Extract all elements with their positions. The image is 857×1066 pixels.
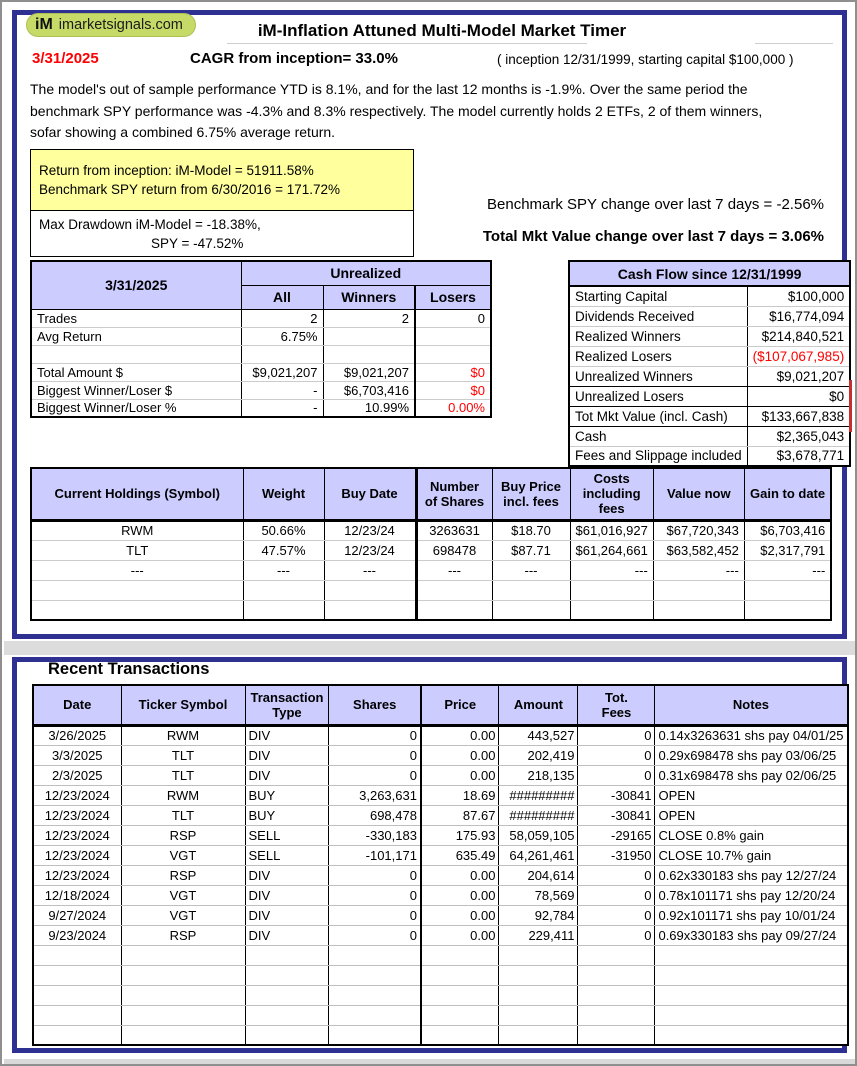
transaction-fees: 0 bbox=[578, 725, 655, 745]
transaction-price: 635.49 bbox=[421, 845, 499, 865]
transaction-type: DIV bbox=[245, 765, 329, 785]
unrealized-row bbox=[31, 309, 491, 327]
red-scroll-marker bbox=[849, 380, 852, 432]
holding-costs: --- bbox=[570, 560, 653, 580]
holding-value-now bbox=[653, 600, 744, 620]
transaction-row bbox=[33, 765, 848, 785]
page-title: iM-Inflation Attuned Multi-Model Market Timer bbox=[257, 21, 627, 40]
transaction-notes: 0.29x698478 shs pay 03/06/25 bbox=[655, 745, 848, 765]
col-header-price: Price bbox=[421, 685, 499, 725]
holding-value-now: $67,720,343 bbox=[653, 520, 744, 540]
transaction-date: 12/23/2024 bbox=[33, 825, 121, 845]
header-rule-right bbox=[755, 43, 833, 44]
transaction-type bbox=[245, 965, 329, 985]
transaction-amount: 202,419 bbox=[499, 745, 578, 765]
transaction-ticker: TLT bbox=[121, 805, 245, 825]
transaction-fees bbox=[578, 965, 655, 985]
cashflow-row bbox=[569, 326, 850, 346]
holding-gain: $6,703,416 bbox=[744, 520, 831, 540]
unrealized-group-header: Unrealized bbox=[241, 261, 491, 285]
unrealized-label: Biggest Winner/Loser % bbox=[31, 399, 241, 417]
transaction-amount: 64,261,461 bbox=[499, 845, 578, 865]
unrealized-losers bbox=[415, 345, 491, 363]
transaction-row bbox=[33, 865, 848, 885]
transaction-amount bbox=[499, 965, 578, 985]
holding-row bbox=[31, 600, 831, 620]
transaction-fees bbox=[578, 1025, 655, 1045]
unrealized-date-header: 3/31/2025 bbox=[31, 261, 241, 309]
unrealized-row bbox=[31, 381, 491, 399]
transaction-price: 87.67 bbox=[421, 805, 499, 825]
col-header-ticker: Ticker Symbol bbox=[121, 685, 245, 725]
transaction-fees bbox=[578, 985, 655, 1005]
holding-gain bbox=[744, 600, 831, 620]
report-date: 3/31/2025 bbox=[32, 50, 99, 67]
transaction-row bbox=[33, 785, 848, 805]
transaction-fees: 0 bbox=[578, 885, 655, 905]
transaction-ticker bbox=[121, 1025, 245, 1045]
holding-buy-price bbox=[492, 600, 570, 620]
cashflow-label: Fees and Slippage included bbox=[569, 446, 747, 466]
transaction-type: DIV bbox=[245, 865, 329, 885]
transaction-date: 3/3/2025 bbox=[33, 745, 121, 765]
col-header-fees-line1: Tot. bbox=[605, 689, 628, 705]
holding-buy-date: 12/23/24 bbox=[324, 540, 416, 560]
transaction-fees: -30841 bbox=[578, 785, 655, 805]
logo-im-mark: iM bbox=[35, 16, 53, 33]
cashflow-row bbox=[569, 306, 850, 326]
transaction-shares bbox=[329, 1005, 421, 1025]
transaction-notes: 0.62x330183 shs pay 12/27/24 bbox=[655, 865, 848, 885]
transaction-shares: -101,171 bbox=[329, 845, 421, 865]
cashflow-table bbox=[568, 260, 851, 467]
unrealized-winners: $9,021,207 bbox=[323, 363, 415, 381]
holding-row bbox=[31, 520, 831, 540]
transaction-type bbox=[245, 985, 329, 1005]
transaction-date bbox=[33, 965, 121, 985]
unrealized-winners: 10.99% bbox=[323, 399, 415, 417]
transaction-type: DIV bbox=[245, 745, 329, 765]
transaction-shares: 0 bbox=[329, 765, 421, 785]
cashflow-value: $0 bbox=[747, 386, 850, 406]
transaction-ticker: RSP bbox=[121, 825, 245, 845]
transaction-row bbox=[33, 845, 848, 865]
transaction-shares: 0 bbox=[329, 865, 421, 885]
drawdown-line1: Max Drawdown iM-Model = -18.38%, bbox=[39, 217, 261, 232]
transaction-amount: 58,059,105 bbox=[499, 825, 578, 845]
transaction-row bbox=[33, 965, 848, 985]
transaction-fees: -30841 bbox=[578, 805, 655, 825]
holding-row bbox=[31, 580, 831, 600]
transaction-shares bbox=[329, 985, 421, 1005]
col-header-value-now: Value now bbox=[653, 468, 744, 520]
transaction-amount: 78,569 bbox=[499, 885, 578, 905]
transaction-notes bbox=[655, 985, 848, 1005]
transaction-fees: 0 bbox=[578, 745, 655, 765]
holding-value-now: $63,582,452 bbox=[653, 540, 744, 560]
transaction-amount: 204,614 bbox=[499, 865, 578, 885]
col-header-all: All bbox=[241, 285, 323, 309]
transaction-notes: 0.92x101171 shs pay 10/01/24 bbox=[655, 905, 848, 925]
transaction-type: BUY bbox=[245, 785, 329, 805]
transaction-fees: 0 bbox=[578, 765, 655, 785]
holding-symbol bbox=[31, 580, 243, 600]
transaction-row bbox=[33, 945, 848, 965]
transaction-row bbox=[33, 825, 848, 845]
holding-gain bbox=[744, 580, 831, 600]
unrealized-all: 2 bbox=[241, 309, 323, 327]
transaction-notes: OPEN bbox=[655, 805, 848, 825]
holding-weight: 50.66% bbox=[243, 520, 324, 540]
holding-buy-price bbox=[492, 580, 570, 600]
cashflow-row bbox=[569, 426, 850, 446]
holding-shares: --- bbox=[416, 560, 492, 580]
transaction-fees: -29165 bbox=[578, 825, 655, 845]
panel-gap bbox=[4, 641, 857, 655]
transaction-date: 3/26/2025 bbox=[33, 725, 121, 745]
transaction-fees bbox=[578, 945, 655, 965]
unrealized-all: - bbox=[241, 399, 323, 417]
transaction-date bbox=[33, 985, 121, 1005]
transaction-price: 0.00 bbox=[421, 885, 499, 905]
returns-line2: Benchmark SPY return from 6/30/2016 = 171.72% bbox=[39, 182, 341, 197]
cashflow-label: Dividends Received bbox=[569, 306, 747, 326]
transactions-table bbox=[32, 684, 849, 1046]
transaction-notes: CLOSE 10.7% gain bbox=[655, 845, 848, 865]
cagr-line: CAGR from inception= 33.0% bbox=[190, 50, 398, 67]
transaction-row bbox=[33, 905, 848, 925]
transaction-ticker bbox=[121, 1005, 245, 1025]
spy-change-line: Benchmark SPY change over last 7 days = -2.56% bbox=[487, 196, 824, 213]
transaction-row bbox=[33, 925, 848, 945]
holding-shares: 698478 bbox=[416, 540, 492, 560]
transaction-ticker: TLT bbox=[121, 745, 245, 765]
transaction-ticker: VGT bbox=[121, 885, 245, 905]
transaction-row bbox=[33, 885, 848, 905]
transaction-price: 0.00 bbox=[421, 925, 499, 945]
col-header-amount: Amount bbox=[499, 685, 578, 725]
cashflow-label: Unrealized Winners bbox=[569, 366, 747, 386]
unrealized-label: Trades bbox=[31, 309, 241, 327]
unrealized-winners bbox=[323, 327, 415, 345]
unrealized-winners: 2 bbox=[323, 309, 415, 327]
transaction-row bbox=[33, 725, 848, 745]
transaction-fees: 0 bbox=[578, 925, 655, 945]
col-header-notes: Notes bbox=[655, 685, 848, 725]
holding-value-now bbox=[653, 580, 744, 600]
unrealized-all: $9,021,207 bbox=[241, 363, 323, 381]
transaction-shares: 0 bbox=[329, 925, 421, 945]
unrealized-row bbox=[31, 399, 491, 417]
transaction-row bbox=[33, 745, 848, 765]
transaction-price: 175.93 bbox=[421, 825, 499, 845]
transaction-ticker bbox=[121, 985, 245, 1005]
transaction-shares: 0 bbox=[329, 725, 421, 745]
transaction-ticker: TLT bbox=[121, 765, 245, 785]
transaction-type: DIV bbox=[245, 885, 329, 905]
transaction-notes: 0.31x698478 shs pay 02/06/25 bbox=[655, 765, 848, 785]
transaction-notes: CLOSE 0.8% gain bbox=[655, 825, 848, 845]
transaction-notes bbox=[655, 1025, 848, 1045]
holding-gain: --- bbox=[744, 560, 831, 580]
transaction-date: 12/23/2024 bbox=[33, 785, 121, 805]
unrealized-label: Avg Return bbox=[31, 327, 241, 345]
cashflow-row bbox=[569, 446, 850, 466]
transaction-price bbox=[421, 1025, 499, 1045]
transaction-shares: 3,263,631 bbox=[329, 785, 421, 805]
transaction-notes: 0.78x101171 shs pay 12/20/24 bbox=[655, 885, 848, 905]
transaction-date: 12/23/2024 bbox=[33, 865, 121, 885]
cashflow-value: $3,678,771 bbox=[747, 446, 850, 466]
returns-line1: Return from inception: iM-Model = 51911.58% bbox=[39, 163, 314, 178]
holding-symbol: RWM bbox=[31, 520, 243, 540]
cashflow-value: $16,774,094 bbox=[747, 306, 850, 326]
unrealized-row bbox=[31, 345, 491, 363]
transaction-notes: 0.69x330183 shs pay 09/27/24 bbox=[655, 925, 848, 945]
col-header-buy-price: Buy Price incl. fees bbox=[492, 468, 570, 520]
transaction-amount: 218,135 bbox=[499, 765, 578, 785]
col-header-fees bbox=[578, 685, 655, 725]
col-header-winners: Winners bbox=[323, 285, 415, 309]
logo-site-text: imarketsignals.com bbox=[58, 17, 183, 33]
cashflow-label: Tot Mkt Value (incl. Cash) bbox=[569, 406, 747, 426]
col-header-tx-shares: Shares bbox=[329, 685, 421, 725]
transactions-title: Recent Transactions bbox=[48, 660, 210, 678]
unrealized-winners bbox=[323, 345, 415, 363]
holding-buy-date: 12/23/24 bbox=[324, 520, 416, 540]
transaction-notes bbox=[655, 945, 848, 965]
transaction-shares bbox=[329, 945, 421, 965]
drawdown-box bbox=[30, 210, 414, 257]
cashflow-value: $2,365,043 bbox=[747, 426, 850, 446]
transaction-row bbox=[33, 1025, 848, 1045]
holding-row bbox=[31, 560, 831, 580]
unrealized-row bbox=[31, 363, 491, 381]
transaction-price bbox=[421, 1005, 499, 1025]
unrealized-losers: $0 bbox=[415, 363, 491, 381]
col-header-costs: Costs including fees bbox=[570, 468, 653, 520]
cashflow-value: $9,021,207 bbox=[747, 366, 850, 386]
transaction-amount: 443,527 bbox=[499, 725, 578, 745]
transaction-shares: -330,183 bbox=[329, 825, 421, 845]
transaction-price bbox=[421, 945, 499, 965]
col-header-weight: Weight bbox=[243, 468, 324, 520]
transaction-fees bbox=[578, 1005, 655, 1025]
cashflow-row bbox=[569, 346, 850, 366]
holding-shares bbox=[416, 600, 492, 620]
holding-weight bbox=[243, 600, 324, 620]
cashflow-label: Unrealized Losers bbox=[569, 386, 747, 406]
transaction-ticker: RWM bbox=[121, 725, 245, 745]
col-header-buy-date: Buy Date bbox=[324, 468, 416, 520]
transaction-shares bbox=[329, 965, 421, 985]
transaction-date: 9/27/2024 bbox=[33, 905, 121, 925]
transaction-amount bbox=[499, 945, 578, 965]
transaction-date: 2/3/2025 bbox=[33, 765, 121, 785]
transaction-ticker: RWM bbox=[121, 785, 245, 805]
transaction-amount: 229,411 bbox=[499, 925, 578, 945]
header-rule-left bbox=[227, 43, 587, 44]
cashflow-label: Realized Winners bbox=[569, 326, 747, 346]
unrealized-losers: 0 bbox=[415, 309, 491, 327]
col-header-fees-line2: Fees bbox=[601, 704, 632, 720]
transaction-date: 12/23/2024 bbox=[33, 845, 121, 865]
transaction-type: DIV bbox=[245, 925, 329, 945]
unrealized-label bbox=[31, 345, 241, 363]
transaction-amount: ######### bbox=[499, 785, 578, 805]
transaction-ticker: RSP bbox=[121, 865, 245, 885]
holding-weight: --- bbox=[243, 560, 324, 580]
transaction-notes: OPEN bbox=[655, 785, 848, 805]
unrealized-label: Total Amount $ bbox=[31, 363, 241, 381]
holding-shares: 3263631 bbox=[416, 520, 492, 540]
holding-weight: 47.57% bbox=[243, 540, 324, 560]
transaction-ticker: VGT bbox=[121, 845, 245, 865]
holding-costs bbox=[570, 600, 653, 620]
col-header-shares: Number of Shares bbox=[416, 468, 492, 520]
holding-costs bbox=[570, 580, 653, 600]
transaction-fees: -31950 bbox=[578, 845, 655, 865]
cashflow-title: Cash Flow since 12/31/1999 bbox=[569, 261, 850, 286]
transaction-date: 12/23/2024 bbox=[33, 805, 121, 825]
transaction-amount bbox=[499, 1025, 578, 1045]
col-header-date: Date bbox=[33, 685, 121, 725]
transaction-type: BUY bbox=[245, 805, 329, 825]
transaction-price: 0.00 bbox=[421, 905, 499, 925]
transaction-date bbox=[33, 1005, 121, 1025]
transaction-type bbox=[245, 1025, 329, 1045]
transaction-amount bbox=[499, 985, 578, 1005]
holding-costs: $61,016,927 bbox=[570, 520, 653, 540]
cashflow-value: ($107,067,985) bbox=[747, 346, 850, 366]
cashflow-value: $214,840,521 bbox=[747, 326, 850, 346]
transaction-price bbox=[421, 985, 499, 1005]
transaction-ticker bbox=[121, 965, 245, 985]
transaction-price: 0.00 bbox=[421, 725, 499, 745]
transaction-notes bbox=[655, 1005, 848, 1025]
unrealized-losers bbox=[415, 327, 491, 345]
transaction-shares bbox=[329, 1025, 421, 1045]
unrealized-all: - bbox=[241, 381, 323, 399]
cashflow-label: Cash bbox=[569, 426, 747, 446]
transaction-row bbox=[33, 805, 848, 825]
transaction-type: SELL bbox=[245, 825, 329, 845]
drawdown-line2: SPY = -47.52% bbox=[151, 236, 244, 251]
cashflow-value: $100,000 bbox=[747, 286, 850, 306]
holding-symbol bbox=[31, 600, 243, 620]
transaction-amount: 92,784 bbox=[499, 905, 578, 925]
transaction-type bbox=[245, 945, 329, 965]
transaction-date: 12/18/2024 bbox=[33, 885, 121, 905]
transaction-shares: 698,478 bbox=[329, 805, 421, 825]
transaction-date bbox=[33, 1025, 121, 1045]
cashflow-row bbox=[569, 366, 850, 386]
transaction-price: 0.00 bbox=[421, 865, 499, 885]
transaction-price: 0.00 bbox=[421, 745, 499, 765]
cashflow-label: Realized Losers bbox=[569, 346, 747, 366]
transaction-type bbox=[245, 1005, 329, 1025]
transaction-amount bbox=[499, 1005, 578, 1025]
transaction-type: SELL bbox=[245, 845, 329, 865]
transaction-notes bbox=[655, 965, 848, 985]
col-header-gain: Gain to date bbox=[744, 468, 831, 520]
transaction-row bbox=[33, 985, 848, 1005]
unrealized-all bbox=[241, 345, 323, 363]
holding-shares bbox=[416, 580, 492, 600]
inception-note: ( inception 12/31/1999, starting capital $100,000 ) bbox=[497, 52, 794, 67]
unrealized-losers: $0 bbox=[415, 381, 491, 399]
cashflow-label: Starting Capital bbox=[569, 286, 747, 306]
transaction-shares: 0 bbox=[329, 745, 421, 765]
transaction-type: DIV bbox=[245, 725, 329, 745]
holding-costs: $61,264,661 bbox=[570, 540, 653, 560]
transaction-ticker bbox=[121, 945, 245, 965]
transaction-row bbox=[33, 1005, 848, 1025]
cashflow-row bbox=[569, 386, 850, 406]
holdings-table bbox=[30, 467, 832, 621]
transaction-type: DIV bbox=[245, 905, 329, 925]
cashflow-value: $133,667,838 bbox=[747, 406, 850, 426]
holding-gain: $2,317,791 bbox=[744, 540, 831, 560]
unrealized-label: Biggest Winner/Loser $ bbox=[31, 381, 241, 399]
cashflow-row bbox=[569, 406, 850, 426]
holding-symbol: --- bbox=[31, 560, 243, 580]
transaction-shares: 0 bbox=[329, 885, 421, 905]
col-header-losers: Losers bbox=[415, 285, 491, 309]
unrealized-losers: 0.00% bbox=[415, 399, 491, 417]
holding-symbol: TLT bbox=[31, 540, 243, 560]
unrealized-winners: $6,703,416 bbox=[323, 381, 415, 399]
returns-box bbox=[30, 149, 414, 211]
transaction-ticker: RSP bbox=[121, 925, 245, 945]
transaction-price bbox=[421, 965, 499, 985]
holding-weight bbox=[243, 580, 324, 600]
transaction-price: 18.69 bbox=[421, 785, 499, 805]
holding-buy-price: --- bbox=[492, 560, 570, 580]
unrealized-row bbox=[31, 327, 491, 345]
bottom-strip bbox=[4, 1059, 857, 1064]
transaction-date: 9/23/2024 bbox=[33, 925, 121, 945]
col-header-holdings: Current Holdings (Symbol) bbox=[31, 468, 243, 520]
transaction-date bbox=[33, 945, 121, 965]
transaction-notes: 0.14x3263631 shs pay 04/01/25 bbox=[655, 725, 848, 745]
holding-buy-date: --- bbox=[324, 560, 416, 580]
transaction-fees: 0 bbox=[578, 905, 655, 925]
holding-buy-date bbox=[324, 580, 416, 600]
transaction-amount: ######### bbox=[499, 805, 578, 825]
unrealized-all: 6.75% bbox=[241, 327, 323, 345]
cashflow-row bbox=[569, 286, 850, 306]
holding-row bbox=[31, 540, 831, 560]
transaction-ticker: VGT bbox=[121, 905, 245, 925]
transaction-price: 0.00 bbox=[421, 765, 499, 785]
holding-buy-price: $18.70 bbox=[492, 520, 570, 540]
unrealized-table bbox=[30, 260, 492, 418]
summary-text: The model's out of sample performance YTD is 8.1%, and for the last 12 months is -1.9%. Over the same period the benchmark SPY performance was -4.3% and 8.3% respectively. The model currently holds 2 ETFs, 2 of them winners, sofar showing a combined 6.75% average return. bbox=[30, 81, 763, 140]
holding-value-now: --- bbox=[653, 560, 744, 580]
transaction-shares: 0 bbox=[329, 905, 421, 925]
holding-buy-date bbox=[324, 600, 416, 620]
transaction-fees: 0 bbox=[578, 865, 655, 885]
holding-buy-price: $87.71 bbox=[492, 540, 570, 560]
mkt-change-line: Total Mkt Value change over last 7 days = 3.06% bbox=[482, 228, 824, 245]
col-header-type: Transaction Type bbox=[245, 685, 329, 725]
